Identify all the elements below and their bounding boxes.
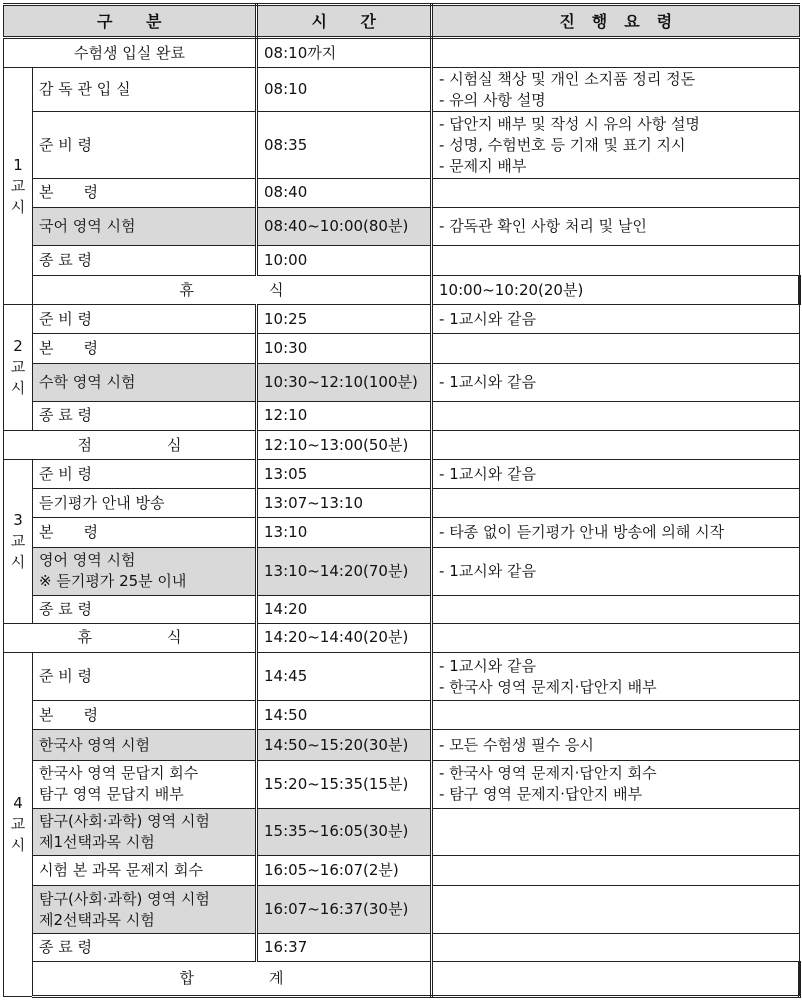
header-procedure: 진 행 요 령: [432, 5, 800, 38]
table-row: [4, 856, 800, 886]
period-3-digit: 3: [13, 511, 23, 529]
table-row: [4, 430, 800, 459]
row-notes: [432, 934, 800, 961]
row-notes: - 모든 수험생 필수 응시: [432, 730, 800, 760]
row-time: [432, 961, 800, 996]
note-line: - 한국사 영역 문제지·답안지 회수: [439, 764, 657, 783]
row-notes: - 1교시와 같음: [432, 305, 800, 334]
row-notes: [432, 112, 800, 178]
period-1-char-1: 교: [10, 176, 26, 195]
row-time: 14:50: [257, 701, 432, 730]
table-row: [4, 178, 800, 207]
table-row: [4, 547, 800, 595]
row-label: [33, 808, 257, 855]
label-line: 한국사 영역 문답지 회수: [39, 764, 199, 783]
row-time: 10:30: [257, 334, 432, 363]
header-time: 시 간: [257, 5, 432, 38]
period-3-label: [4, 460, 33, 624]
row-notes: [432, 886, 800, 934]
row-label: 휴 식: [33, 276, 432, 305]
table-row: [4, 112, 800, 178]
row-notes: [432, 334, 800, 363]
row-time: 10:00: [257, 246, 432, 276]
row-label: 수학 영역 시험: [33, 363, 257, 401]
table-row: [4, 808, 800, 855]
note-line: - 탐구 영역 문제지·답안지 배부: [439, 785, 643, 804]
row-label: 준 비 령: [33, 112, 257, 178]
label-line: 탐구(사회·과학) 영역 시험: [39, 889, 210, 908]
row-label: 감 독 관 입 실: [33, 68, 257, 112]
table-row: [4, 38, 800, 68]
table-row: [4, 701, 800, 730]
period-1-char-2: 시: [10, 197, 26, 216]
table-row: [4, 595, 800, 623]
label-line: 영어 영역 시험: [39, 551, 136, 570]
table-row: [4, 363, 800, 401]
row-notes: [432, 760, 800, 808]
row-time: 13:07~13:10: [257, 489, 432, 518]
note-line: - 성명, 수험번호 등 기재 및 표기 지시: [439, 135, 686, 154]
period-4-char-2: 시: [10, 836, 26, 855]
table-row: [4, 460, 800, 489]
table-row: [4, 489, 800, 518]
table-row: [4, 401, 800, 430]
row-label: 종 료 령: [33, 246, 257, 276]
row-notes: [432, 489, 800, 518]
row-time: 13:05: [257, 460, 432, 489]
row-label: 준 비 령: [33, 653, 257, 701]
period-1-label: [4, 68, 33, 305]
row-label: 종 료 령: [33, 595, 257, 623]
period-4-label: [4, 653, 33, 997]
row-time: 15:20~15:35(15분): [257, 760, 432, 808]
row-label: 시험 본 과목 문제지 회수: [33, 856, 257, 886]
row-notes: [432, 38, 800, 68]
row-label: 본 령: [33, 701, 257, 730]
row-time: 08:10: [257, 68, 432, 112]
row-time: 08:40: [257, 178, 432, 207]
row-label: 본 령: [33, 178, 257, 207]
row-time: 10:25: [257, 305, 432, 334]
row-notes: - 1교시와 같음: [432, 547, 800, 595]
period-2-char-2: 시: [10, 379, 26, 398]
row-label: 휴 식: [4, 623, 257, 652]
label-line: 제2선택과목 시험: [39, 910, 155, 929]
row-time: 13:10: [257, 518, 432, 547]
note-line: - 답안지 배부 및 작성 시 유의 사항 설명: [439, 114, 700, 133]
row-notes: [432, 68, 800, 112]
row-label: 수험생 입실 완료: [4, 38, 257, 68]
row-notes: [432, 653, 800, 701]
period-3-char-2: 시: [10, 553, 26, 571]
period-1-digit: 1: [13, 155, 23, 174]
row-notes: - 감독관 확인 사항 처리 및 날인: [432, 207, 800, 245]
row-notes: [432, 808, 800, 855]
row-label: 듣기평가 안내 방송: [33, 489, 257, 518]
row-notes: [432, 701, 800, 730]
label-line: ※ 듣기평가 25분 이내: [39, 572, 187, 591]
row-label: 본 령: [33, 518, 257, 547]
period-2-digit: 2: [13, 337, 23, 356]
note-line: - 한국사 영역 문제지·답안지 배부: [439, 677, 657, 696]
row-notes: [432, 595, 800, 623]
row-label: 준 비 령: [33, 460, 257, 489]
note-line: - 문제지 배부: [439, 156, 527, 175]
table-row: [4, 886, 800, 934]
row-time: 10:00~10:20(20분): [432, 276, 800, 305]
table-row: [4, 518, 800, 547]
label-line: 탐구 영역 문답지 배부: [39, 785, 184, 804]
exam-schedule-table: [3, 3, 800, 998]
row-label: 본 령: [33, 334, 257, 363]
row-time: 14:45: [257, 653, 432, 701]
row-time: 08:10까지: [257, 38, 432, 68]
row-label: 한국사 영역 시험: [33, 730, 257, 760]
row-notes: [432, 178, 800, 207]
row-time: 08:40~10:00(80분): [257, 207, 432, 245]
period-4-char-1: 교: [10, 815, 26, 834]
table-row: [4, 68, 800, 112]
period-3-char-1: 교: [10, 532, 26, 550]
row-time: 12:10: [257, 401, 432, 430]
table-row: [4, 246, 800, 276]
period-2-label: [4, 305, 33, 431]
row-time: 15:35~16:05(30분): [257, 808, 432, 855]
table-row: [4, 623, 800, 652]
row-notes: - 타종 없이 듣기평가 안내 방송에 의해 시작: [432, 518, 800, 547]
period-4-digit: 4: [13, 794, 23, 813]
row-notes: [432, 401, 800, 430]
table-row: [4, 305, 800, 334]
row-time: 14:20~14:40(20분): [257, 623, 432, 652]
row-time: 16:05~16:07(2분): [257, 856, 432, 886]
note-line: - 유의 사항 설명: [439, 90, 546, 109]
row-time: 16:37: [257, 934, 432, 961]
table-row: [4, 934, 800, 961]
row-time: 16:07~16:37(30분): [257, 886, 432, 934]
header-category: 구 분: [4, 5, 257, 38]
row-notes: [432, 430, 800, 459]
table-row: [4, 334, 800, 363]
row-label: 종 료 령: [33, 401, 257, 430]
label-line: 제1선택과목 시험: [39, 832, 155, 851]
row-time: 14:50~15:20(30분): [257, 730, 432, 760]
row-label: [33, 547, 257, 595]
period-2-char-1: 교: [10, 358, 26, 377]
row-label: [33, 886, 257, 934]
row-label: 점 심: [4, 430, 257, 459]
row-time: 10:30~12:10(100분): [257, 363, 432, 401]
row-label: 합 계: [33, 961, 432, 996]
row-time: 13:10~14:20(70분): [257, 547, 432, 595]
table-row: [4, 207, 800, 245]
table-row: [4, 653, 800, 701]
row-notes: [432, 246, 800, 276]
row-notes: [432, 856, 800, 886]
row-label: 국어 영역 시험: [33, 207, 257, 245]
row-label: [33, 760, 257, 808]
table-row: [4, 760, 800, 808]
row-time: 14:20: [257, 595, 432, 623]
row-label: 종 료 령: [33, 934, 257, 961]
table-row: [4, 276, 800, 305]
note-line: - 시험실 책상 및 개인 소지품 정리 정돈: [439, 69, 696, 88]
label-line: 탐구(사회·과학) 영역 시험: [39, 811, 210, 830]
table-header-row: [4, 5, 800, 38]
table-row-total: [4, 961, 800, 996]
row-notes: [432, 623, 800, 652]
table-row: [4, 730, 800, 760]
row-time: 12:10~13:00(50분): [257, 430, 432, 459]
row-notes: - 1교시와 같음: [432, 363, 800, 401]
row-time: 08:35: [257, 112, 432, 178]
row-label: 준 비 령: [33, 305, 257, 334]
row-notes: - 1교시와 같음: [432, 460, 800, 489]
note-line: - 1교시와 같음: [439, 656, 536, 675]
